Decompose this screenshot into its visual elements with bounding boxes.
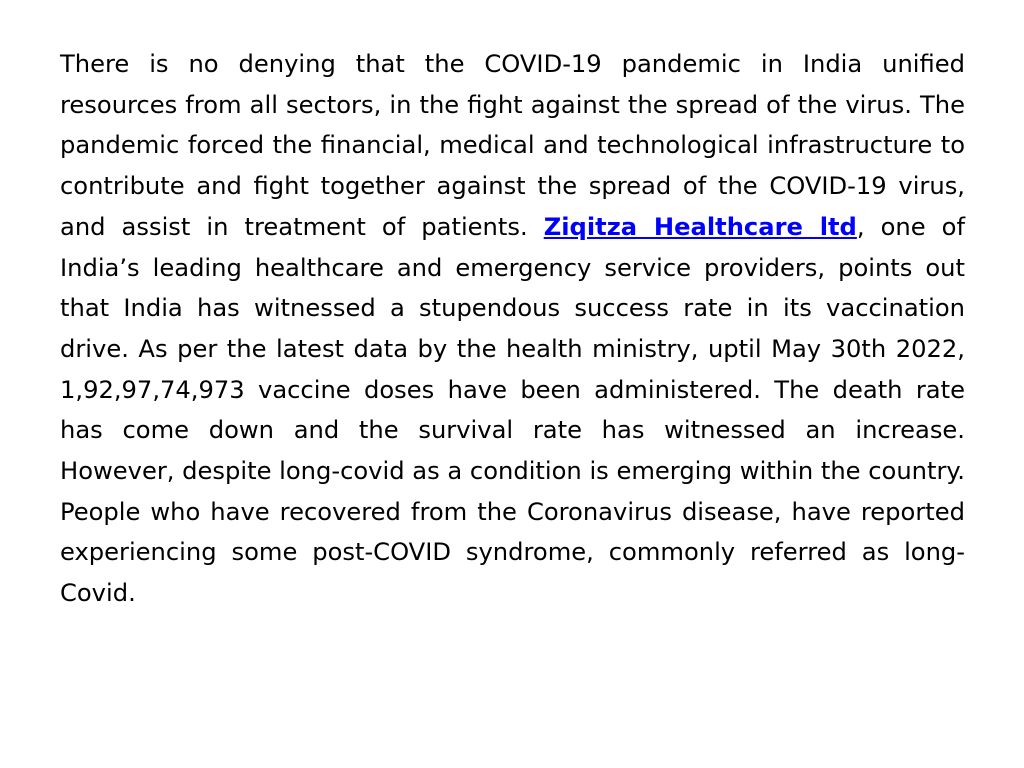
ziqitza-healthcare-link[interactable]: Ziqitza Healthcare ltd [543,212,857,241]
paragraph-text-before-link: There is no denying that the COVID-19 pandemic in India unified resources from all sectors, in the fight against the spread of the virus. The pandemic forced the financial, medical and technological infrastructure to contribute and fight together against the spread of the COVID-19 virus, and assist in treatment of patients. [60,50,965,241]
body-paragraph [60,44,965,614]
paragraph-text-after-link: , one of India’s leading healthcare and emergency service providers, points out that India has witnessed a stupendous success rate in its vaccination drive. As per the latest data by the health ministry, uptil May 30th 2022, 1,92,97,74,973 vaccine doses have been administered. The death rate has come down and the survival rate has witnessed an increase. However, despite long-covid as a condition is emerging within the country. People who have recovered from the Coronavirus disease, have reported experiencing some post-COVID syndrome, commonly referred as long-Covid. [60,212,965,608]
